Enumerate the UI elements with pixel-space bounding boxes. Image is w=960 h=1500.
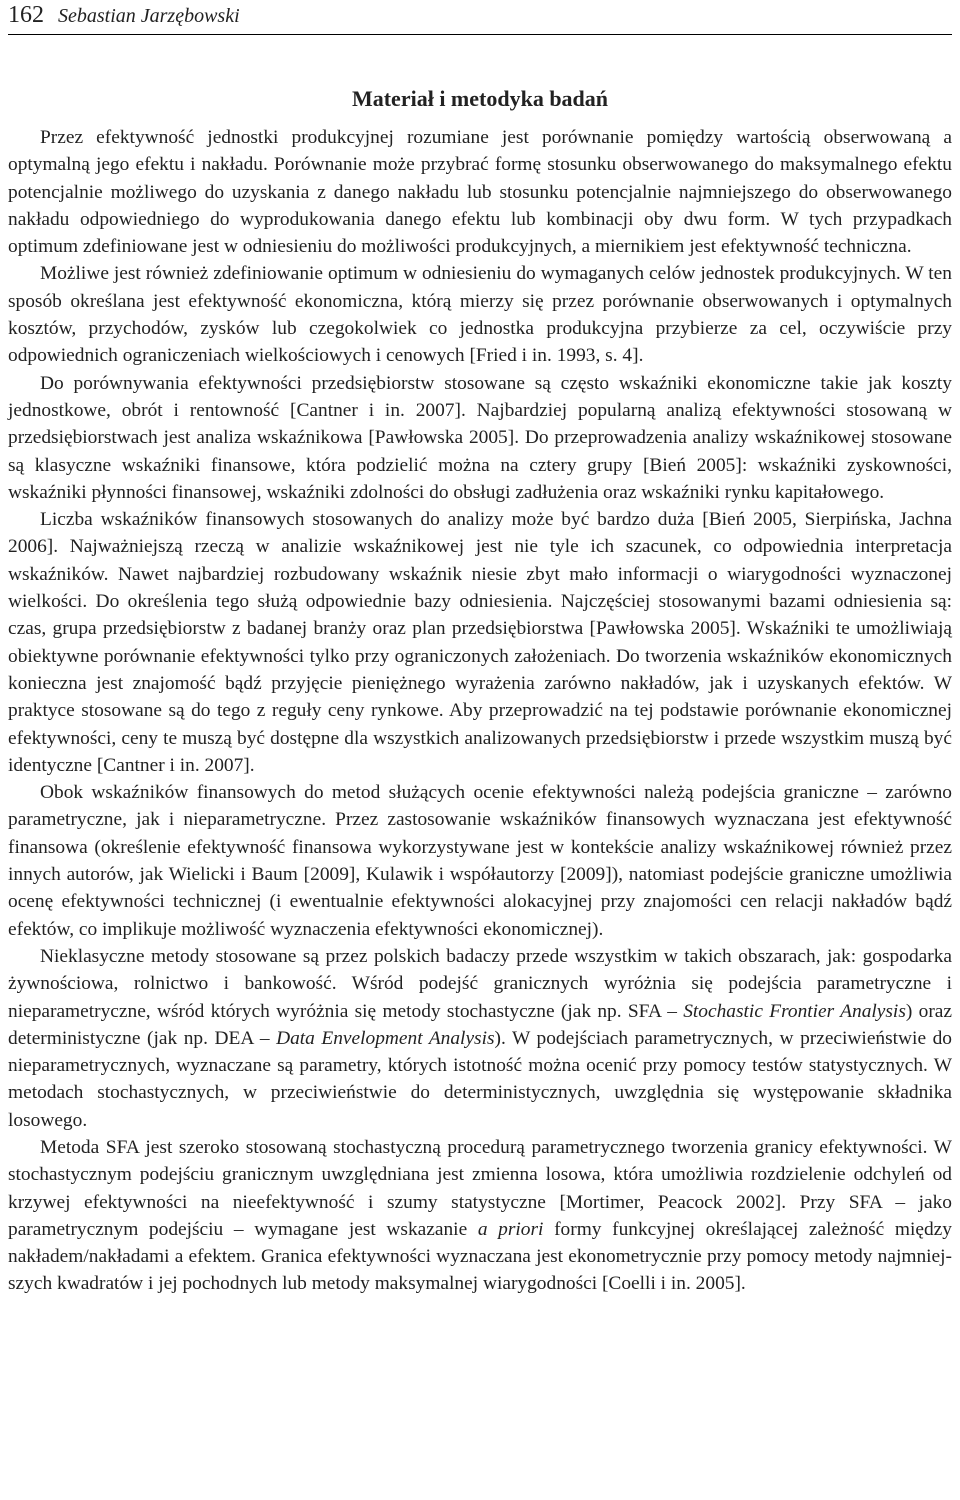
running-author: Sebastian Jarzębowski [58, 5, 240, 27]
italic-term: Data Envelopment Analysis [276, 1027, 495, 1049]
text-run: formy funkcyjnej określającej zależność między nakładem/nakładami a efektem. Granica efektywności wyznaczana jest ekonometrycznie przy pomocy metody najmniejszych kwadratów i jej pochodnych lub metody maksymalnej wiarygodności [Coelli i in. 2005]. [8, 1218, 952, 1295]
text-run: ) oraz deterministyczne (jak np. DEA – [8, 1000, 952, 1049]
running-head [8, 0, 952, 35]
paragraph: Możliwe jest również zdefiniowanie optimum w odniesieniu do wymaganych celów jednostek produkcyjnych. W ten sposób określana jest efektywność ekonomiczna, którą mierzy się przez porównanie obserwowanych i optymalnych kosztów, przychodów, zysków lub czegokolwiek co jednostka produkcyjna przybierze za cel, oczywiście przy odpowiednich ograniczeniach wielkościowych i cenowych [Fried i in. 1993, s. 4]. [8, 263, 952, 367]
text-run: Metoda SFA jest szeroko stosowaną stochastyczną procedurą parametrycznego tworzenia granicy efektywności. W stochastycznym podejściu granicznym uwzględniana jest zmienna losowa, która umożliwia rozdzielenie odchyleń od krzywej efektywności na nieefektywność i szumy statystyczne [Mortimer, Peacock 2002]. Przy SFA – jako parametrycznym podejściu – wymagane jest wskazanie [8, 1136, 952, 1240]
text-run: ). W podejściach parametrycznych, w przeciwieństwie do nieparametrycznych, wyznaczane są parametry, których istotność można ocenić przy pomocy testów statystycznych. W metodach stochastycznych, w przeciwieństwie do deterministycznych, uwzględnia się występowanie składnika losowego. [8, 1027, 952, 1131]
italic-term: a priori [477, 1218, 544, 1240]
paragraph [8, 1134, 952, 1298]
section-title: Materiał i metodyka badań [351, 86, 609, 111]
body-text [8, 124, 952, 1298]
page-number: 162 [8, 2, 44, 28]
paragraph [8, 943, 952, 1134]
italic-term: Stochastic Frontier Analysis [683, 1000, 906, 1022]
paragraph: Przez efektywność jednostki produkcyjnej rozumiane jest porównanie pomiędzy wartością obserwowaną a optymalną jego efektu i nakładu. Porównanie może przybrać formę stosunku obserwowanego do maksymalnego efektu potencjalnie możliwego do uzyskania z danego nakładu lub stosunku potencjalnie najmniejszego do obserwowanego nakładu odpowiedniego do wyprodukowania danego efektu lub kombinacji oby dwu form. W tych przypadkach optimum zdefiniowane jest w odniesieniu do możliwości produkcyjnych, a miernikiem jest efektywność techniczna. [8, 127, 952, 258]
paragraph: Do porównywania efektywności przedsiębiorstw stosowane są często wskaźniki ekonomiczne takie jak koszty jednostkowe, obrót i rentowność [Cantner i in. 2007]. Najbardziej popularną analizą efektywności stosowaną w przedsiębiorstwach jest analiza wskaźnikowa [Pawłowska 2005]. Do przeprowadzenia analizy wskaźnikowej stosowane są klasyczne wskaźniki finansowe, która podzielić można na cztery grupy [Bień 2005]: wskaźniki zyskowności, wskaźniki płynności finansowej, wskaźniki zdolności do obsługi zadłużenia oraz wskaźniki rynku kapitałowego. [8, 372, 952, 503]
paragraph: Obok wskaźników finansowych do metod służących ocenie efektywności należą podejścia graniczne – zarówno parametryczne, jak i nieparametryczne. Przez zastosowanie wskaźników finansowych wyznaczana jest efektywność finansowa (określenie efektywność finansowa wykorzystywane jest w kontekście analizy wskaźnikowej również przez innych autorów, jak Wielicki i Baum [2009], Kulawik i współautorzy [2009]), natomiast podejście graniczne umożliwia ocenę efektywności technicznej (i ewentualnie efektywności alokacyjnej przy znajomości cen relacji nakładów bądź efektów, co implikuje możliwość wyznaczenia efektywności ekonomicznej). [8, 782, 952, 940]
text-run: Nieklasyczne metody stosowane są przez polskich badaczy przede wszystkim w takich obszarach, jak: gospodarka żywnościowa, rolnictwo i bankowość. Wśród podejść granicznych wyróżnia się podejścia parametryczne i nieparametryczne, wśród których wyróżnia się metody stochastyczne (jak np. SFA – [8, 945, 952, 1022]
paragraph: Liczba wskaźników finansowych stosowanych do analizy może być bardzo duża [Bień 2005, Sierpińska, Jachna 2006]. Najważniejszą rzeczą w analizie wskaźnikowej jest nie tyle ich szacunek, co odpowiednia interpretacja wskaźników. Nawet najbardziej rozbudowany wskaźnik niesie zbyt mało informacji o wiarygodności wyznaczonej wielkości. Do określenia tego służą odpowiednie bazy odniesienia. Najczęściej stosowanymi bazami odniesienia są: czas, grupa przedsiębiorstw z badanej branży oraz plan przedsiębiorstwa [Pawłowska 2005]. Wskaźniki te umożliwiają obiektywne porównanie efektywności tylko przy ograniczonych założeniach. Do tworzenia wskaźników ekonomicznych konieczna jest znajomość bądź przyjęcie pieniężnego wyrażenia zarówno nakładów, jak i uzyskanych efektów. W praktyce stosowane są do tego z reguły ceny rynkowe. Aby przeprowadzić na tej podstawie porównanie ekonomicznej efektywności, ceny te muszą być dostępne dla wszystkich analizowanych przedsiębiorstw i przede wszystkim muszą być identyczne [Cantner i in. 2007]. [8, 509, 952, 776]
